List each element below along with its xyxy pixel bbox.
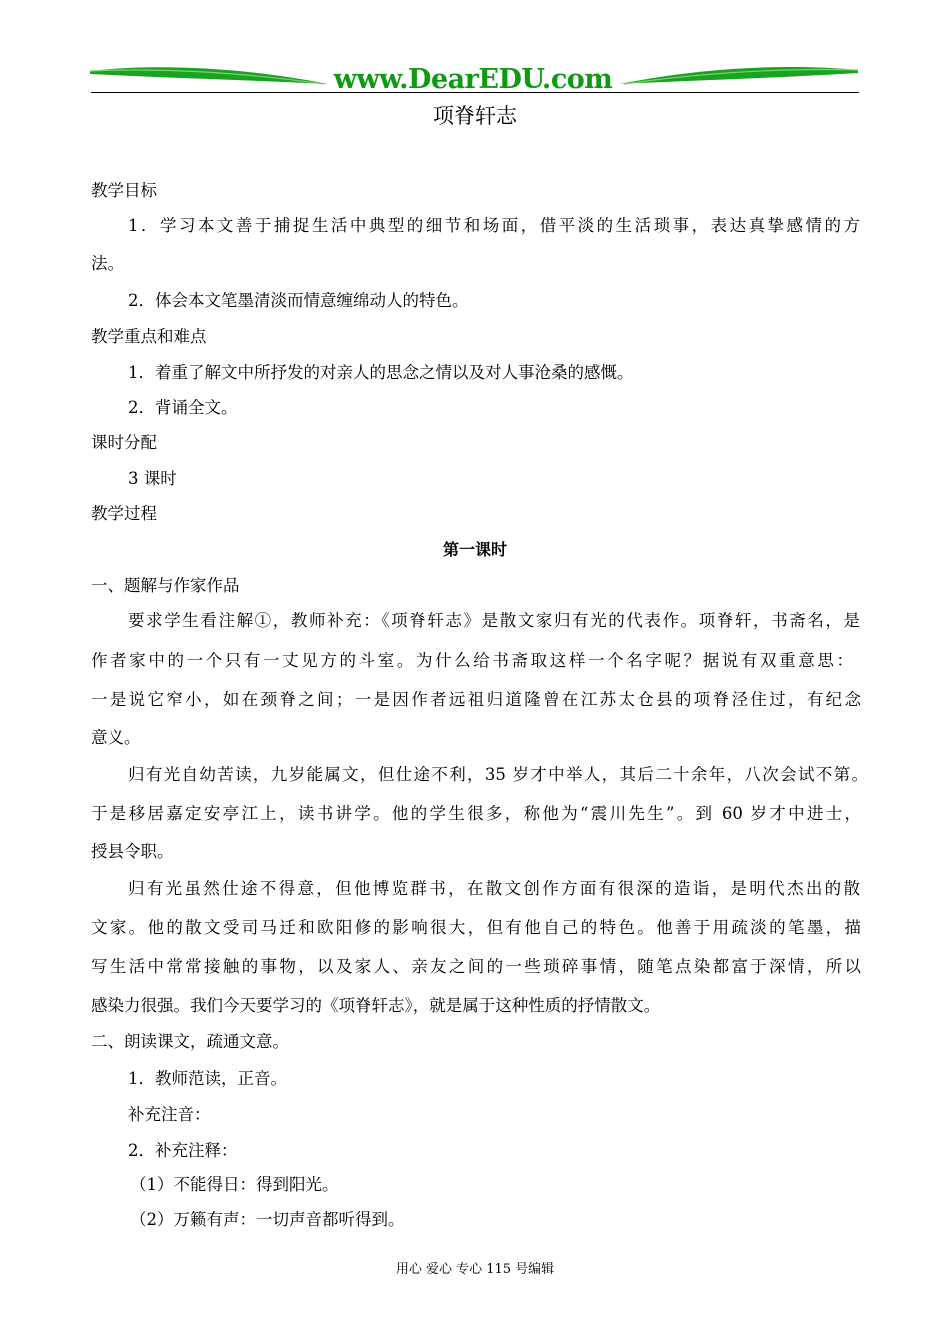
heading-key-points: 教学重点和难点	[91, 327, 207, 346]
text-line: 2．体会本文笔墨清淡而情意缠绵动人的特色。	[128, 291, 469, 310]
heading-teaching-goals: 教学目标	[91, 181, 157, 200]
page-footer: 用心 爱心 专心 115 号编辑	[395, 1262, 555, 1277]
section-title-first-lesson: 第一课时	[442, 540, 507, 559]
text-line: 归有光自幼苦读，九岁能属文，但仕途不利，35 岁才中举人，其后二十余年，八次会试不第。	[128, 765, 868, 784]
text-line: 文家。他的散文受司马迁和欧阳修的影响很大，但有他自己的特色。他善于用疏淡的笔墨，描	[91, 918, 861, 937]
text-line: 2．补充注释：	[128, 1141, 238, 1160]
text-line: 1．教师范读，正音。	[128, 1069, 287, 1088]
text-line: 2．背诵全文。	[128, 398, 238, 417]
heading-class-hours: 课时分配	[91, 433, 157, 452]
text-line: 归有光虽然仕途不得意，但他博览群书，在散文创作方面有很深的造诣，是明代杰出的散	[128, 879, 860, 898]
document-title: 项脊轩志	[433, 104, 517, 128]
text-line: 1．学习本文善于捕捉生活中典型的细节和场面，借平淡的生活琐事，表达真挚感情的方	[128, 216, 860, 235]
text-line: 要求学生看注解①，教师补充：《项脊轩志》是散文家归有光的代表作。项脊轩，书斋名，是	[128, 611, 860, 630]
heading-section-one: 一、题解与作家作品	[91, 576, 240, 595]
text-line: 授县令职。	[91, 842, 174, 861]
text-line: 补充注音：	[128, 1105, 211, 1124]
text-line: 写生活中常常接触的事物，以及家人、亲友之间的一些琐碎事情，随笔点染都富于深情，所以	[91, 957, 861, 976]
heading-section-two: 二、朗读课文，疏通文意。	[91, 1032, 289, 1051]
text-line: 法。	[91, 254, 124, 273]
text-line: 一是说它窄小，如在颈脊之间；一是因作者远祖归道隆曾在江苏太仓县的项脊泾住过，有纪念	[91, 690, 861, 709]
text-line: （1）不能得日：得到阳光。	[130, 1175, 339, 1194]
text-line: 作者家中的一个只有一丈见方的斗室。为什么给书斋取这样一个名字呢？据说有双重意思：	[91, 651, 853, 670]
heading-teaching-process: 教学过程	[91, 504, 157, 523]
text-line: 于是移居嘉定安亭江上，读书讲学。他的学生很多，称他为“震川先生”。到 60 岁才中进士，	[91, 804, 861, 823]
text-line: 意义。	[91, 728, 141, 747]
site-logo-text: www.DearEDU.com	[333, 64, 613, 95]
text-line: 1．着重了解文中所抒发的对亲人的思念之情以及对人事沧桑的感慨。	[128, 363, 634, 382]
text-line: （2）万籁有声：一切声音都听得到。	[130, 1210, 405, 1229]
header-rule	[91, 92, 859, 93]
text-line: 感染力很强。我们今天要学习的《项脊轩志》，就是属于这种性质的抒情散文。	[91, 996, 661, 1015]
text-line: 3 课时	[128, 469, 177, 488]
